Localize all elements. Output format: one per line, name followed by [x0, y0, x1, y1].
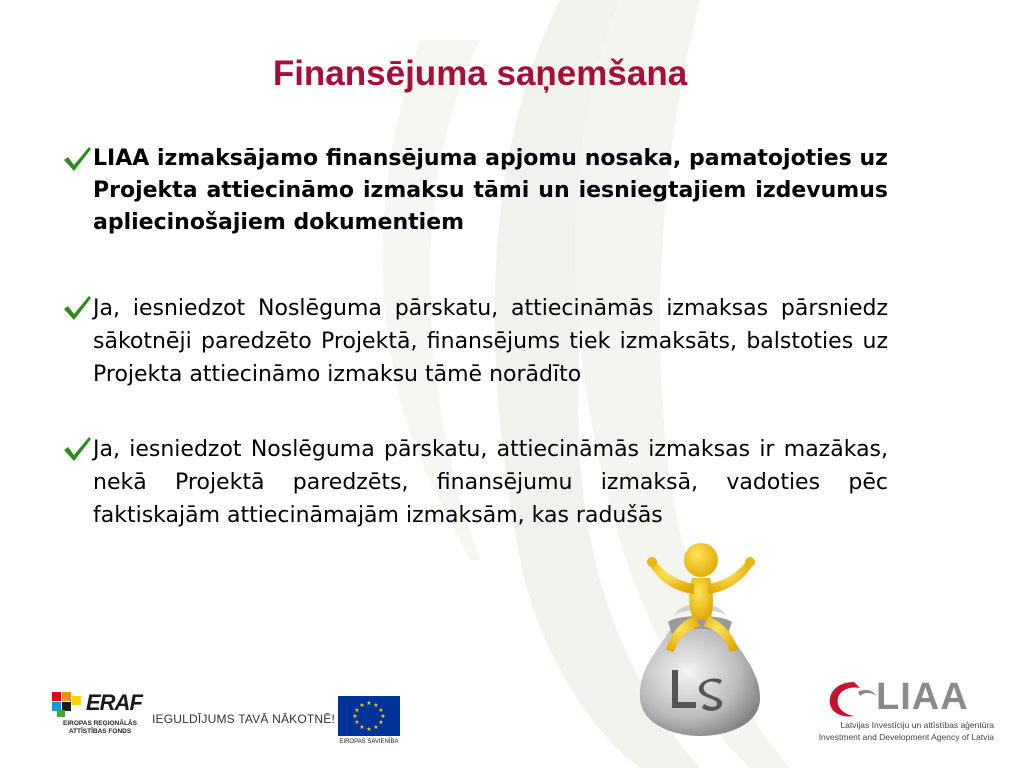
- checkmark-icon: [62, 145, 92, 173]
- liaa-tagline-en: Investment and Development Agency of Latvia: [818, 732, 994, 742]
- eu-label: EIROPAS SAVIENĪBA: [339, 739, 399, 745]
- eu-flag-icon: [338, 696, 400, 736]
- bullet-item-2: [62, 292, 888, 391]
- svg-text:★: ★: [373, 702, 379, 709]
- footer-slogan: IEGULDĪJUMS TAVĀ NĀKOTNĒ!: [152, 712, 336, 726]
- bullet-item-3: [62, 433, 888, 532]
- eraf-subtitle: EIROPAS REĢIONĀLĀS ATTĪSTĪBAS FONDS: [63, 720, 137, 735]
- svg-text:★: ★: [352, 713, 358, 720]
- bullet-text-3: Ja, iesniedzot Noslēguma pārskatu, attiecināmās izmaksas ir mazākas, nekā Projektā paredzēts, finansējumu izmaksā, vadoties pēc faktiskajām attiecināmajām izmaksām, kas radušās: [93, 437, 888, 528]
- liaa-emblem-icon: [824, 676, 884, 720]
- liaa-name: LIAA: [876, 676, 969, 718]
- eraf-title: ERAF: [86, 690, 142, 715]
- liaa-tagline-lv: Latvijas Investīciju un attīstības aģentūra: [840, 720, 994, 730]
- eraf-emblem-icon: [52, 692, 84, 718]
- bullet-text-1: LIAA izmaksājamo finansējuma apjomu nosaka, pamatojoties uz Projekta attiecināmo izmaksu tāmi un iesniegtajiem izdevumus apliecinošajiem dokumentiem: [93, 146, 888, 235]
- svg-text:★: ★: [378, 707, 384, 714]
- slide-title: Finansējuma saņemšana: [272, 54, 688, 93]
- bullet-item-1: [62, 143, 888, 239]
- svg-text:★: ★: [380, 713, 386, 720]
- svg-text:★: ★: [354, 719, 360, 726]
- checkmark-icon: [62, 294, 92, 322]
- svg-text:★: ★: [366, 700, 372, 707]
- svg-text:★: ★: [354, 707, 360, 714]
- svg-text:★: ★: [359, 702, 365, 709]
- svg-text:★: ★: [366, 726, 372, 733]
- bullet-text-2: Ja, iesniedzot Noslēguma pārskatu, attiecināmās izmaksas pārsniedz sākotnēji paredzēto Projektā, finansējums tiek izmaksāts, balstoties uz Projekta attiecināmo izmaksu tāmē norādīto: [93, 296, 888, 387]
- money-bag-figure-icon: [610, 538, 790, 738]
- eraf-logo: [50, 690, 150, 740]
- svg-text:★: ★: [359, 724, 365, 731]
- checkmark-icon: [62, 435, 92, 463]
- svg-text:★: ★: [373, 724, 379, 731]
- svg-text:★: ★: [378, 719, 384, 726]
